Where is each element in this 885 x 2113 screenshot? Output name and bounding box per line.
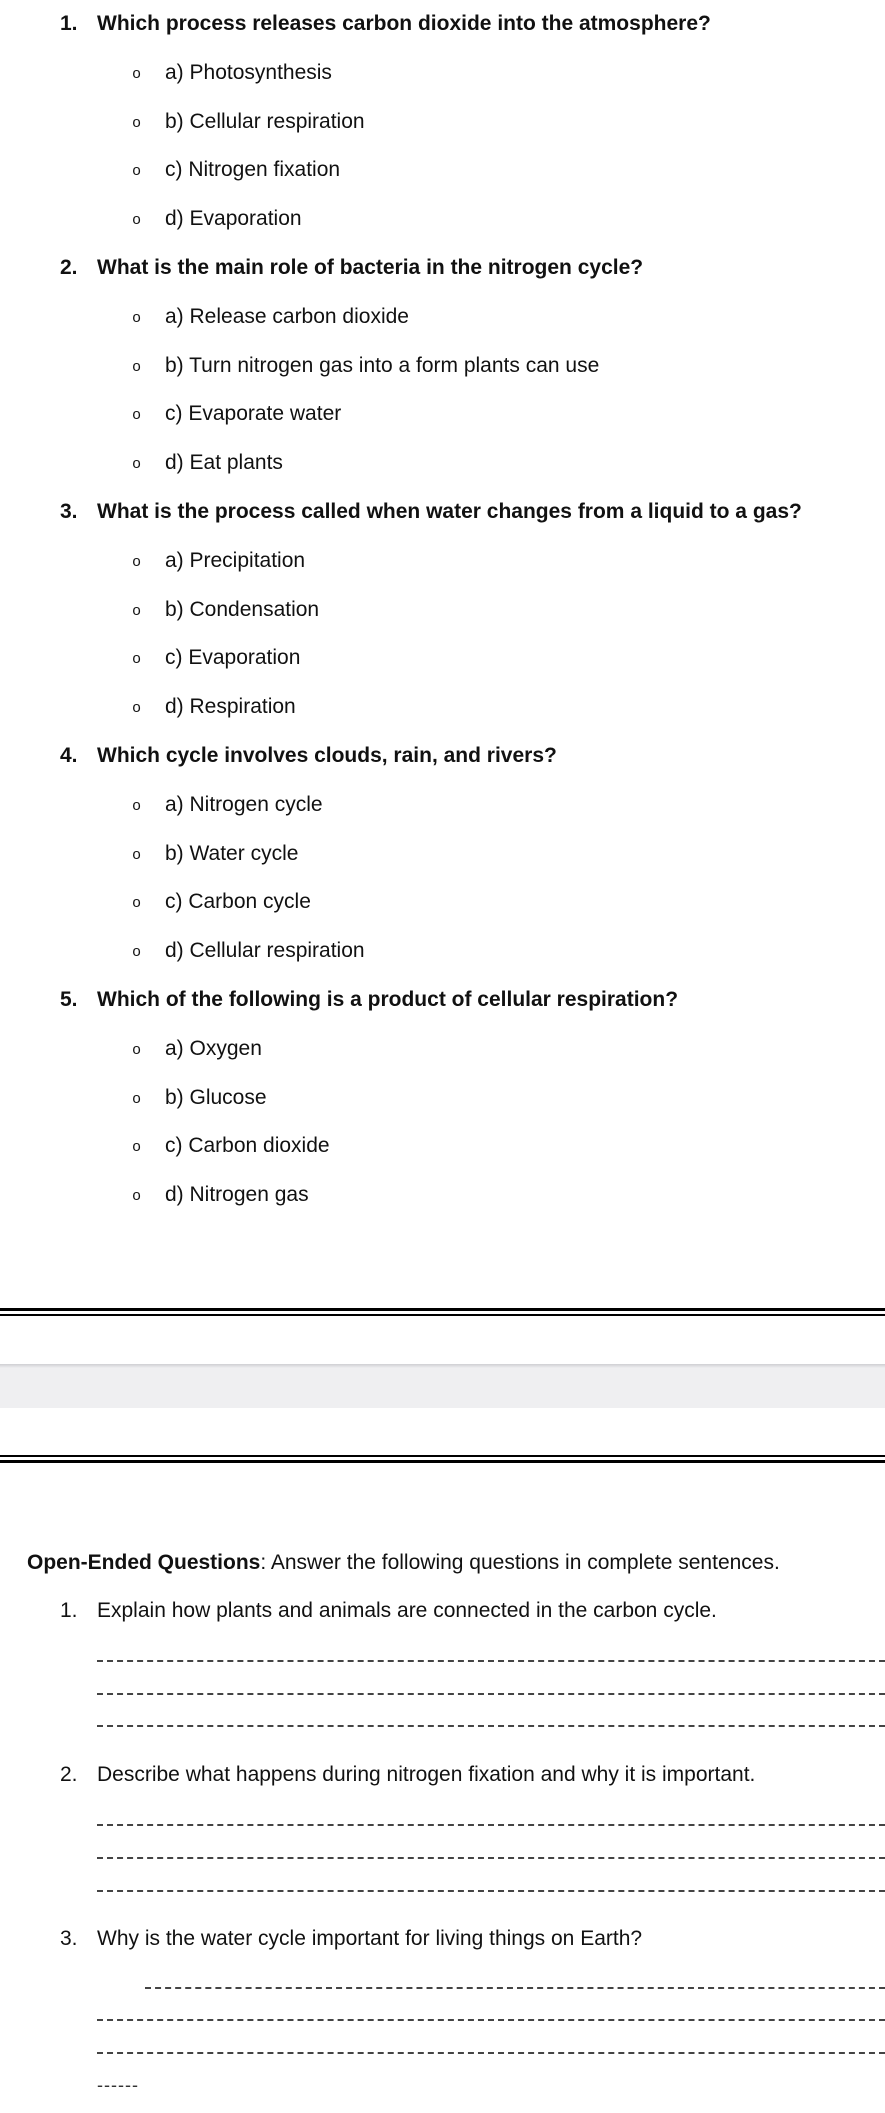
divider-line: [0, 1314, 885, 1316]
bullet-circle-icon: o: [132, 211, 141, 228]
divider-line: [0, 1460, 885, 1463]
bullet-circle-icon: o: [132, 309, 141, 326]
bullet-circle-icon: o: [132, 65, 141, 82]
question-2-title: 2. What is the main role of bacteria in the nitrogen cycle?: [60, 256, 644, 279]
trailing-dashes: ------: [97, 2075, 139, 2095]
bullet-circle-icon: o: [132, 1041, 141, 1058]
answer-line[interactable]: [97, 1693, 885, 1695]
bullet-circle-icon: o: [132, 358, 141, 375]
answer-line[interactable]: [97, 1824, 885, 1826]
bullet-circle-icon: o: [132, 1187, 141, 1204]
question-4-title: 4. Which cycle involves clouds, rain, and rivers?: [60, 744, 557, 767]
open-ended-intro: [27, 1550, 780, 1576]
bullet-circle-icon: o: [132, 943, 141, 960]
answer-line[interactable]: [97, 1857, 885, 1859]
bullet-circle-icon: o: [132, 1138, 141, 1155]
bullet-circle-icon: o: [132, 602, 141, 619]
answer-line[interactable]: [145, 1987, 885, 1989]
divider-line: [0, 1455, 885, 1457]
open-question-2: 2. Describe what happens during nitrogen fixation and why it is important.: [60, 1763, 756, 1786]
answer-line[interactable]: [97, 2052, 885, 2054]
answer-line[interactable]: [97, 2019, 885, 2021]
open-ended-instructions: : Answer the following questions in complete sentences.: [260, 1551, 780, 1574]
bullet-circle-icon: o: [132, 699, 141, 716]
open-question-1: 1. Explain how plants and animals are connected in the carbon cycle.: [60, 1599, 717, 1622]
answer-line[interactable]: [97, 1660, 885, 1662]
bullet-circle-icon: o: [132, 1090, 141, 1107]
bullet-circle-icon: o: [132, 455, 141, 472]
question-1-title: 1. Which process releases carbon dioxide into the atmosphere?: [60, 12, 711, 35]
bullet-circle-icon: o: [132, 162, 141, 179]
bullet-circle-icon: o: [132, 846, 141, 863]
divider-line: [0, 1308, 885, 1311]
question-5-title: 5. Which of the following is a product of cellular respiration?: [60, 988, 679, 1011]
bullet-circle-icon: o: [132, 797, 141, 814]
question-3-title: 3. What is the process called when water changes from a liquid to a gas?: [60, 500, 802, 523]
bullet-circle-icon: o: [132, 553, 141, 570]
open-ended-heading: Open-Ended Questions: [27, 1551, 261, 1574]
bullet-circle-icon: o: [132, 114, 141, 131]
bullet-circle-icon: o: [132, 650, 141, 667]
page-break-band: [0, 1368, 885, 1408]
answer-line[interactable]: [97, 1725, 885, 1727]
answer-line[interactable]: [97, 1890, 885, 1892]
open-question-3: 3. Why is the water cycle important for living things on Earth?: [60, 1927, 643, 1950]
bullet-circle-icon: o: [132, 894, 141, 911]
bullet-circle-icon: o: [132, 406, 141, 423]
